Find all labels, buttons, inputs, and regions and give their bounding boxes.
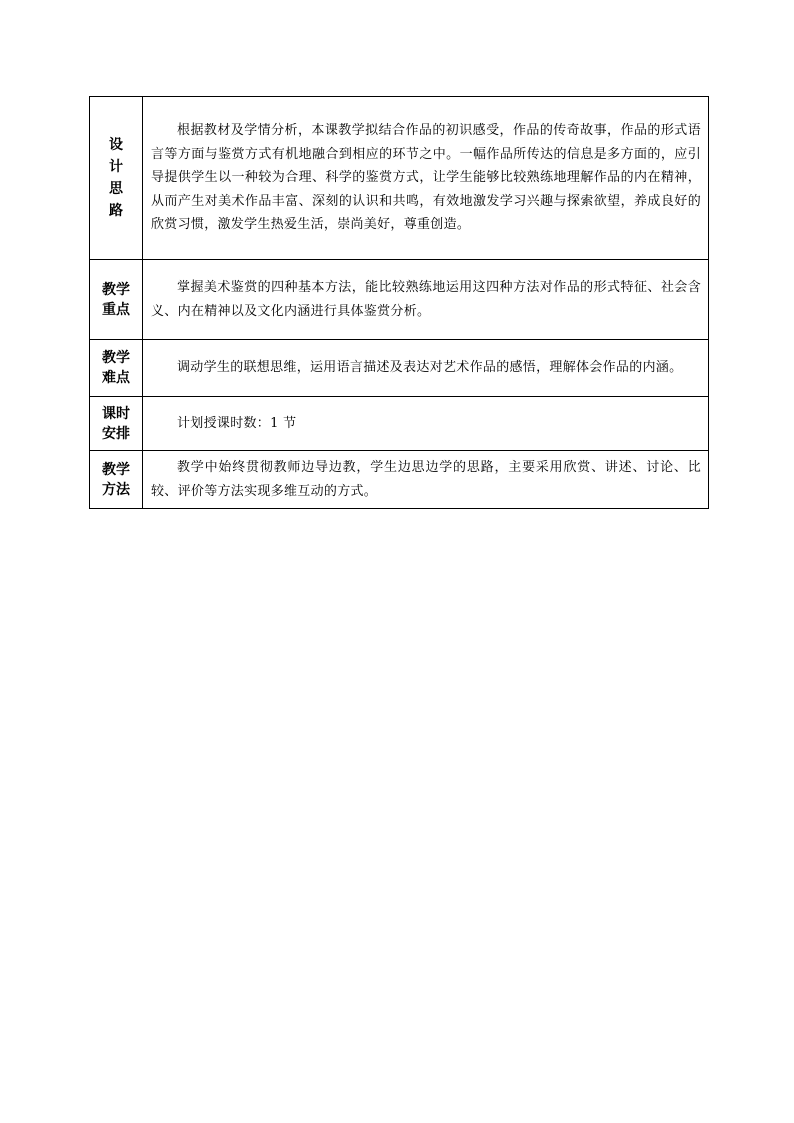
row-label-line: 方法 <box>102 481 130 498</box>
row-content-key-points <box>143 260 709 340</box>
row-label-design-idea <box>90 97 143 260</box>
row-label-line: 设 <box>109 137 123 153</box>
row-content-schedule <box>143 397 709 451</box>
row-label-line: 难点 <box>102 370 130 386</box>
table-row-key-points <box>90 260 709 340</box>
row-label-line: 重点 <box>102 301 130 318</box>
table-row-methods <box>90 451 709 509</box>
row-label-line: 课时 <box>102 405 130 422</box>
difficulties-text: 调动学生的联想思维，运用语言描述及表达对艺术作品的感悟，理解体会作品的内涵。 <box>177 360 683 376</box>
row-label-line: 教学 <box>102 281 130 298</box>
key-points-text: 掌握美术鉴赏的四种基本方法，能比较熟练地运用这四种方法对作品的形式特征、社会含义、内在精神以及文化内涵进行具体鉴赏分析。 <box>151 280 701 319</box>
table-row-schedule <box>90 397 709 451</box>
row-label-line: 教学 <box>102 461 130 478</box>
row-label-line: 计 <box>109 159 123 175</box>
design-idea-text: 根据教材及学情分析，本课教学拟结合作品的初识感受，作品的传奇故事，作品的形式语言等方面与鉴赏方式有机地融合到相应的环节之中。一幅作品所传达的信息是多方面的，应引导提供学生以一种较为合理、科学的鉴赏方式，让学生能够比较熟练地理解作品的内在精神，从而产生对美术作品丰富、深刻的认识和共鸣，有效地激发学习兴趣与探索欲望，养成良好的欣赏习惯，激发学生热爱生活，崇尚美好，尊重创造。 <box>151 123 701 233</box>
row-content-design-idea <box>143 97 709 260</box>
methods-text: 教学中始终贯彻教师边导边教，学生边思边学的思路，主要采用欣赏、讲述、讨论、比较、评价等方法实现多维互动的方式。 <box>151 460 701 499</box>
row-label-line: 思 <box>109 181 123 197</box>
row-label-line: 安排 <box>102 425 130 442</box>
table-row-difficulties <box>90 340 709 397</box>
row-label-schedule <box>90 397 143 451</box>
row-label-key-points <box>90 260 143 340</box>
row-content-difficulties <box>143 340 709 397</box>
row-label-methods <box>90 451 143 509</box>
row-label-difficulties <box>90 340 143 397</box>
table-row-design-idea <box>90 97 709 260</box>
row-content-methods <box>143 451 709 509</box>
schedule-text: 计划授课时数：1 节 <box>177 415 297 431</box>
lesson-plan-table <box>89 96 709 509</box>
row-label-line: 教学 <box>102 350 130 366</box>
row-label-line: 路 <box>109 203 123 219</box>
